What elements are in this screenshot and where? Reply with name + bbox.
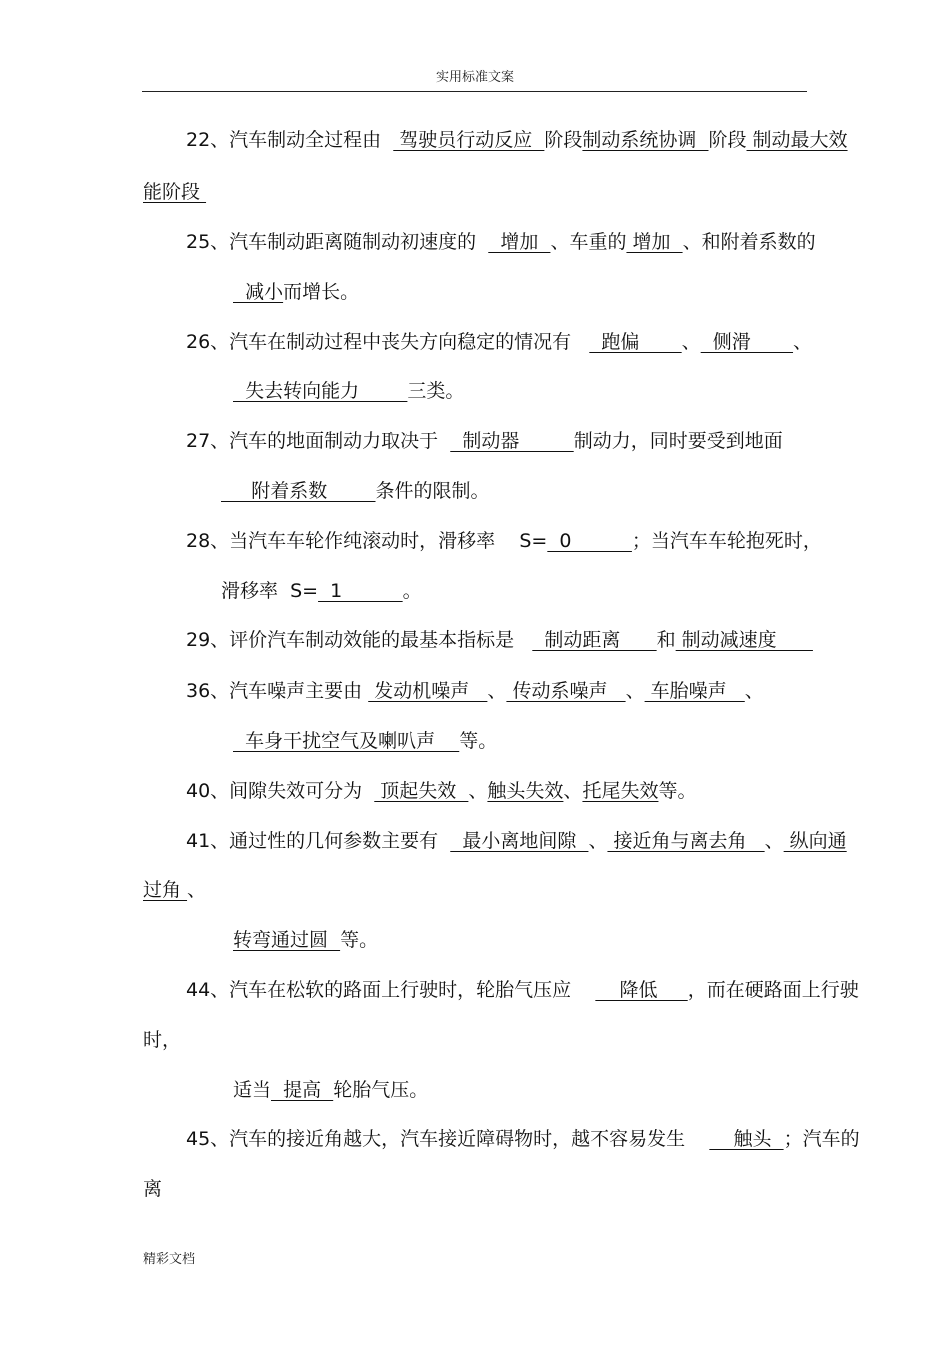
page-footer-text: 精彩文档 <box>143 1252 196 1267</box>
answer-blank: 车身干扰空气及喇叭声 <box>233 730 460 752</box>
question-text: 36、汽车噪声主要由 <box>186 680 369 702</box>
answer-blank: 增加 <box>488 231 551 253</box>
question-22-line-1 <box>186 128 848 152</box>
question-text: 等。 <box>340 929 379 951</box>
answer-blank: 减小 <box>233 281 284 303</box>
answer-blank: 托尾失效 <box>582 780 659 802</box>
answer-blank: 降低 <box>595 979 688 1001</box>
answer-blank: 制动器 <box>450 430 574 452</box>
question-text: 28、当汽车车轮作纯滚动时，滑移率 S= <box>186 530 548 552</box>
answer-blank: 纵向通 <box>783 830 847 852</box>
question-44-line-2 <box>143 1028 181 1052</box>
question-text: 27、汽车的地面制动力取决于 <box>186 430 451 452</box>
question-text: 而增长。 <box>283 281 360 303</box>
answer-blank: 触头失效 <box>487 780 564 802</box>
question-text: 26、汽车在制动过程中丧失方向稳定的情况有 <box>186 331 590 353</box>
answer-blank: 跑偏 <box>589 331 682 353</box>
answer-blank: 提高 <box>271 1079 334 1101</box>
question-text: 滑移率 S= <box>221 580 319 602</box>
answer-blank: 能阶段 <box>143 181 207 203</box>
question-41-line-3 <box>233 928 378 952</box>
question-27-line-1 <box>186 429 783 453</box>
answer-blank: 制动最大效 <box>746 129 848 151</box>
question-text: 制动力，同时要受到地面 <box>573 430 783 452</box>
question-text: 。 <box>402 580 422 602</box>
question-text: 三类。 <box>407 380 465 402</box>
question-text: 阶段 <box>544 129 583 151</box>
question-text: 29、评价汽车制动效能的最基本指标是 <box>186 629 533 651</box>
answer-blank: 车胎噪声 <box>644 680 745 702</box>
question-text: 离 <box>143 1178 163 1200</box>
question-text: ；汽车的 <box>783 1128 860 1150</box>
answer-blank: 1 <box>318 580 403 602</box>
question-28-line-2 <box>221 579 422 603</box>
question-text: 40、间隙失效可分为 <box>186 780 375 802</box>
answer-blank: 触头 <box>709 1128 784 1150</box>
question-text: 、 <box>744 680 764 702</box>
question-text: 适当 <box>233 1079 272 1101</box>
question-27-line-2 <box>221 479 490 503</box>
question-text: 、 <box>563 780 583 802</box>
question-41-line-2 <box>143 878 206 902</box>
question-44-line-1 <box>186 978 859 1002</box>
question-text: 25、汽车制动距离随制动初速度的 <box>186 231 489 253</box>
question-text: 条件的限制。 <box>375 480 490 502</box>
question-26-line-1 <box>186 330 812 354</box>
question-text: 45、汽车的接近角越大，汽车接近障碍物时，越不容易发生 <box>186 1128 710 1150</box>
question-text: 、 <box>487 680 507 702</box>
question-text: 、和附着系数的 <box>682 231 816 253</box>
question-36-line-1 <box>186 679 764 703</box>
question-25-line-2 <box>233 280 359 304</box>
question-text: 等。 <box>459 730 498 752</box>
answer-blank: 0 <box>547 530 632 552</box>
question-text: 、 <box>793 331 813 353</box>
question-text: 等。 <box>658 780 697 802</box>
question-28-line-1 <box>186 529 822 553</box>
question-36-line-2 <box>233 729 497 753</box>
question-29-line-1 <box>186 628 813 652</box>
answer-blank: 传动系噪声 <box>506 680 626 702</box>
question-22-line-2 <box>143 180 206 204</box>
answer-blank: 制动距离 <box>532 629 657 651</box>
answer-blank: 接近角与离去角 <box>607 830 765 852</box>
question-text: ，而在硬路面上行驶 <box>687 979 859 1001</box>
question-44-line-3 <box>233 1078 428 1102</box>
answer-blank: 顶起失效 <box>374 780 469 802</box>
page-header-title: 实用标准文案 <box>435 70 514 85</box>
question-text: 时， <box>143 1029 182 1051</box>
question-text: 、 <box>468 780 488 802</box>
question-text: 、车重的 <box>550 231 627 253</box>
question-26-line-2 <box>233 379 464 403</box>
question-text: 44、汽车在松软的路面上行驶时，轮胎气压应 <box>186 979 596 1001</box>
header-divider <box>142 91 807 92</box>
question-45-line-1 <box>186 1127 860 1151</box>
question-text: 、 <box>588 830 608 852</box>
question-41-line-1 <box>186 829 847 853</box>
question-text: 、 <box>187 879 207 901</box>
question-text: ；当汽车车轮抱死时， <box>631 530 822 552</box>
question-text: 、 <box>625 680 645 702</box>
answer-blank: 附着系数 <box>221 480 376 502</box>
question-25-line-1 <box>186 230 816 254</box>
answer-blank: 过角 <box>143 879 188 901</box>
answer-blank: 最小离地间隙 <box>450 830 589 852</box>
question-text: 、 <box>764 830 784 852</box>
question-text: 阶段 <box>708 129 747 151</box>
answer-blank: 增加 <box>626 231 683 253</box>
question-text: 、 <box>681 331 701 353</box>
answer-blank: 侧滑 <box>700 331 794 353</box>
answer-blank: 失去转向能力 <box>233 380 408 402</box>
answer-blank: 转弯通过圆 <box>233 929 341 951</box>
question-text: 轮胎气压。 <box>333 1079 429 1101</box>
question-text: 22、汽车制动全过程由 <box>186 129 394 151</box>
question-45-line-2 <box>143 1177 162 1201</box>
question-text: 和 <box>656 629 676 651</box>
question-text: 41、通过性的几何参数主要有 <box>186 830 451 852</box>
answer-blank: 制动减速度 <box>675 629 813 651</box>
answer-blank: 发动机噪声 <box>368 680 488 702</box>
question-40-line-1 <box>186 779 696 803</box>
answer-blank: 制动系统协调 <box>582 129 709 151</box>
answer-blank: 驾驶员行动反应 <box>393 129 545 151</box>
